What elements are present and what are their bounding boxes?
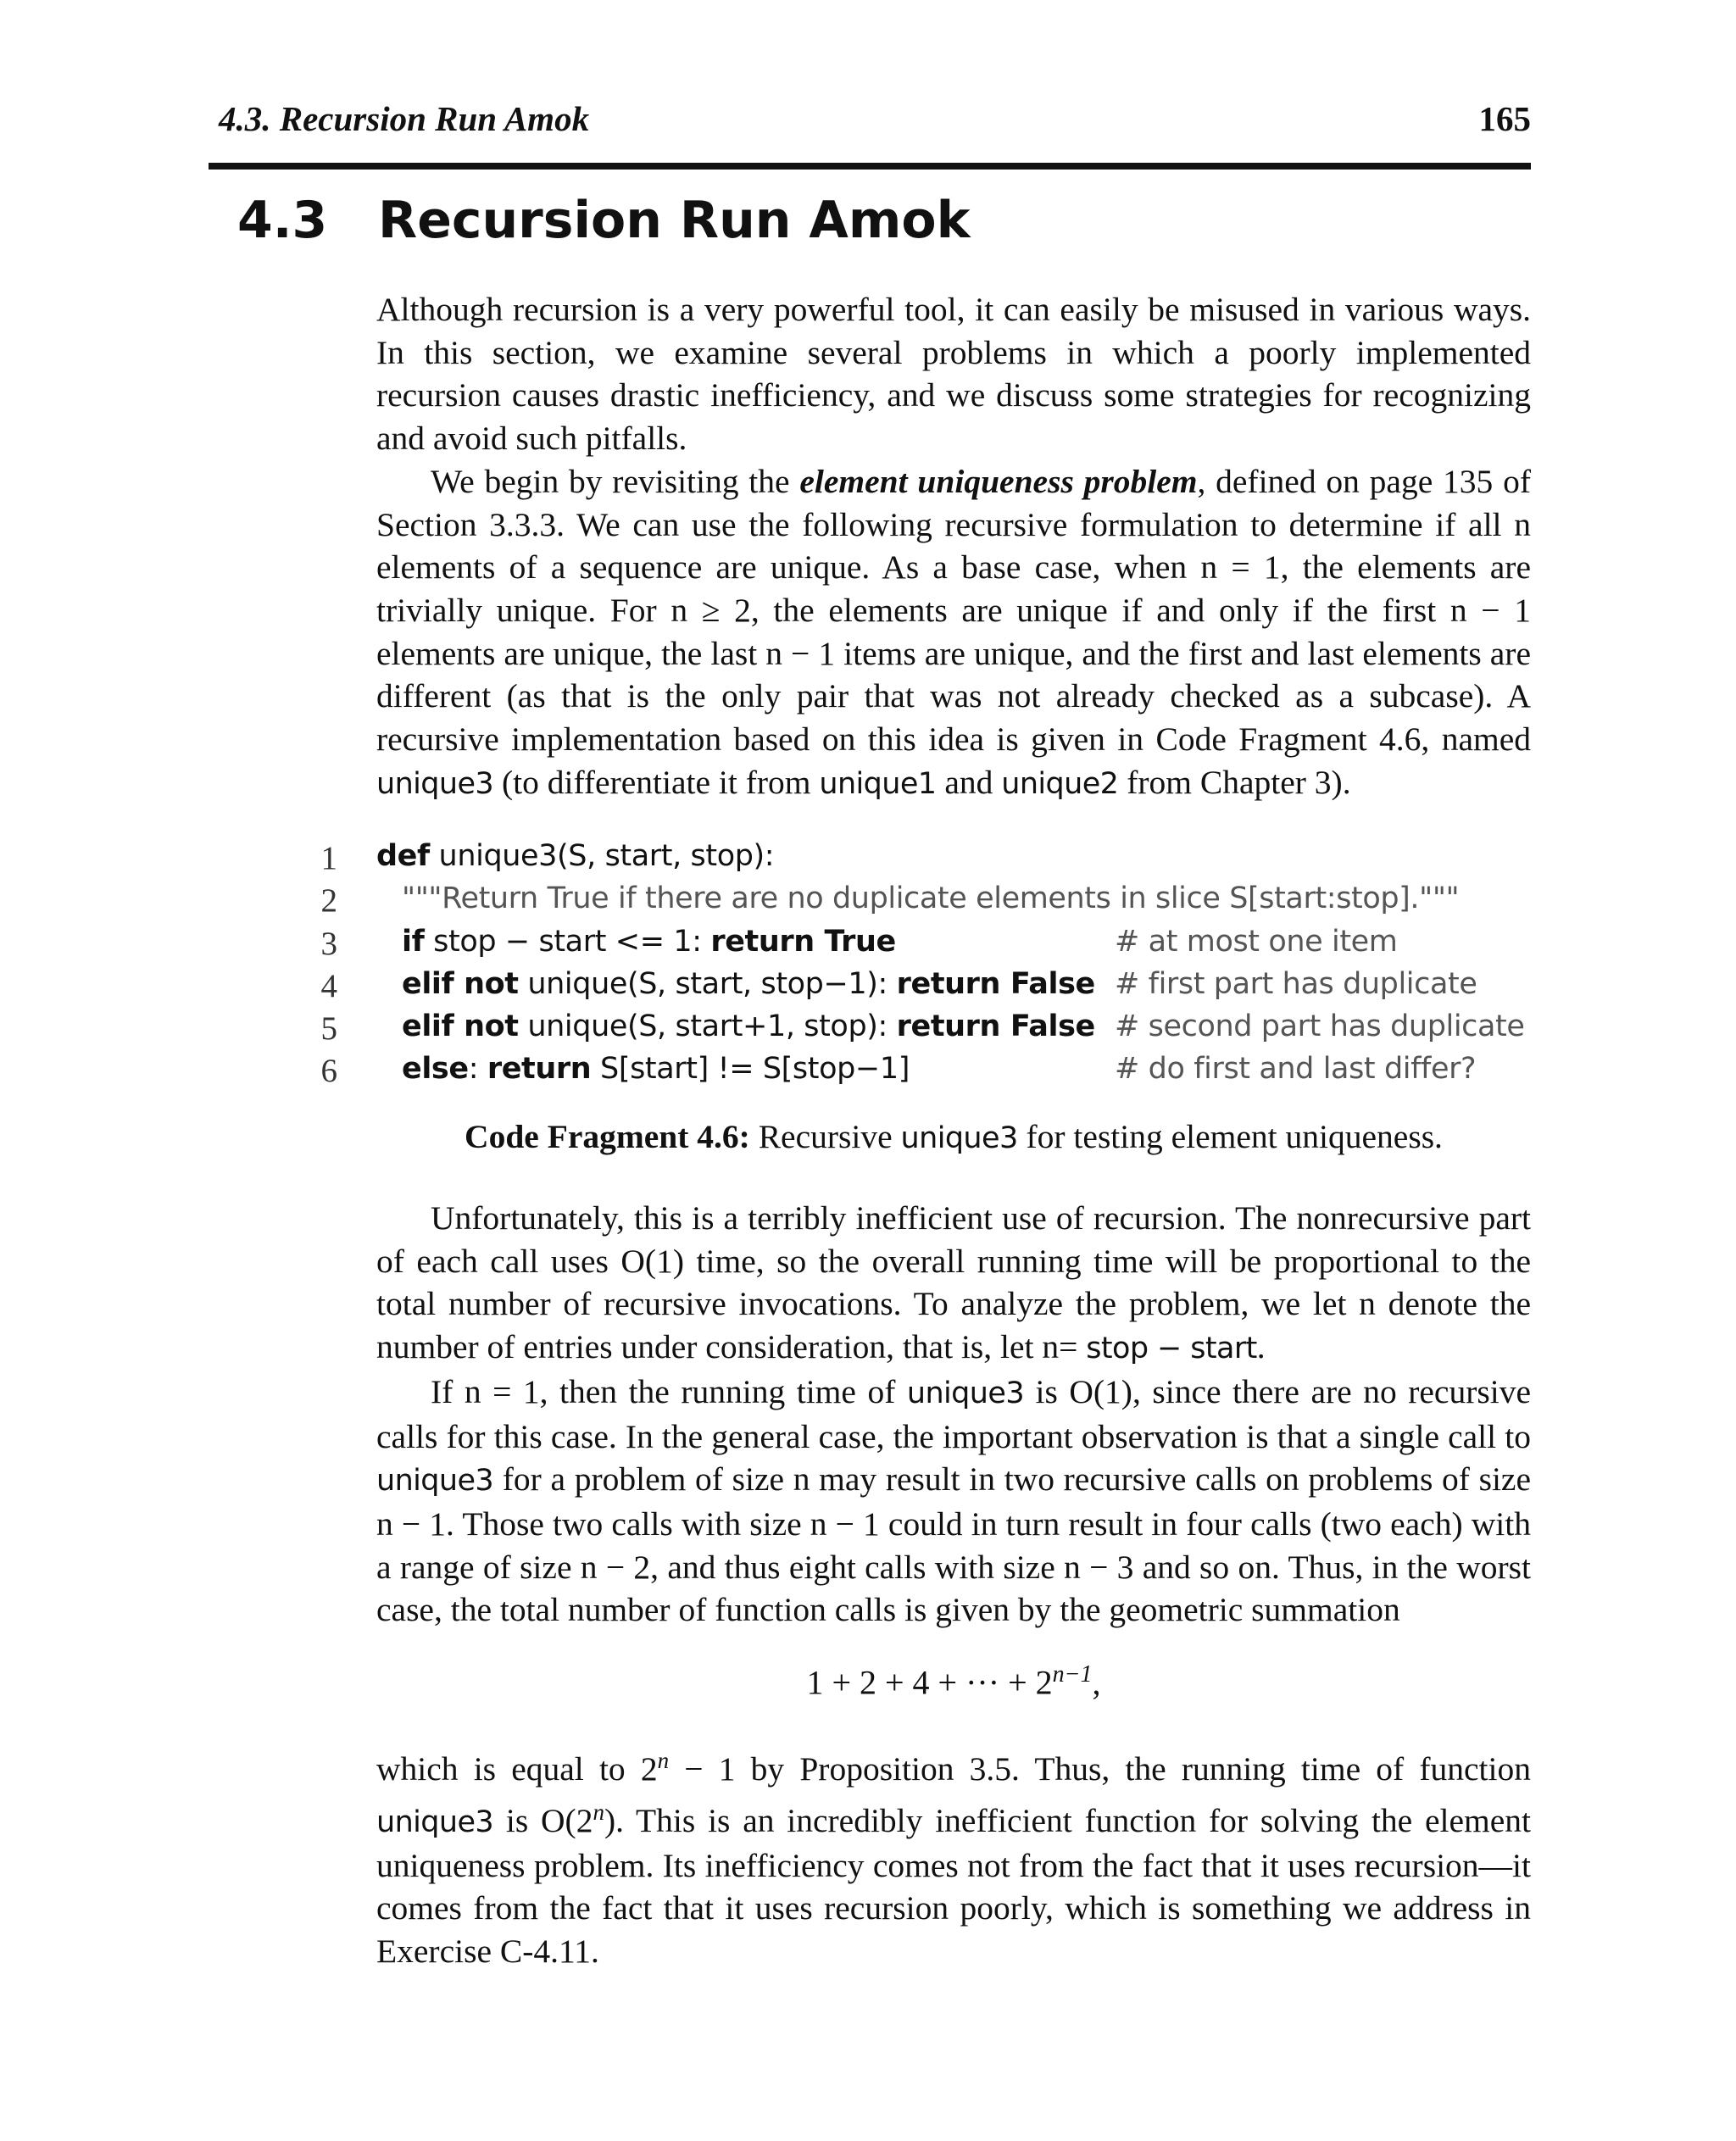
code-text: : xyxy=(468,1052,487,1086)
paragraph-conclusion xyxy=(376,1739,1531,1973)
keyword: else xyxy=(402,1052,469,1086)
exponent-n: n xyxy=(593,1799,604,1825)
analysis-block xyxy=(376,1197,1531,1632)
code-line xyxy=(314,1009,1543,1052)
line-number: 3 xyxy=(320,926,337,962)
code-unique3: unique3 xyxy=(376,1464,494,1499)
paragraph-inefficiency xyxy=(376,1197,1531,1371)
code-unique3: unique3 xyxy=(906,1376,1024,1410)
keyword: elif not xyxy=(402,967,519,1001)
line-number: 2 xyxy=(320,882,337,919)
code-line xyxy=(314,839,1543,881)
line-number: 4 xyxy=(320,968,337,1004)
code-unique3: unique3 xyxy=(376,766,494,801)
running-head-title: 4.3. Recursion Run Amok xyxy=(219,99,590,138)
para5-mid2: is O(2 xyxy=(493,1802,593,1840)
caption-text: Recursive xyxy=(749,1118,901,1155)
docstring: """Return True if there are no duplicate elements in slice S[start:stop].""" xyxy=(402,881,1460,915)
geometric-summation xyxy=(376,1661,1531,1702)
para5-start: which is equal to 2 xyxy=(376,1750,658,1788)
para4-start: If n = 1, then the running time of xyxy=(431,1372,907,1410)
code-comment: # at most one item xyxy=(1115,925,1398,959)
caption-label: Code Fragment 4.6: xyxy=(465,1118,750,1155)
code-unique2: unique2 xyxy=(1001,766,1119,801)
line-number: 6 xyxy=(320,1053,337,1089)
keyword: return False xyxy=(896,967,1095,1001)
code-source xyxy=(402,967,1095,1001)
equation-exponent: n−1 xyxy=(1052,1661,1093,1688)
keyword: return False xyxy=(896,1009,1095,1043)
keyword: def xyxy=(376,839,430,873)
keyword: return xyxy=(487,1052,592,1086)
para2-text-b: and xyxy=(936,763,1002,801)
para2-middle: , defined on page 135 of Section 3.3.3. We can use the following recursive formulation to determine if all n elements of a sequence are unique. As a base case, when n = 1, the elements are trivially unique. For n ≥ 2, the elements are unique if and only if the first n − 1 elements are unique, the last n − 1 items are unique, and the first and last elements are different (as that is the only pair that was not already checked as a subcase). A recursive implementation based on this idea is given in Code Fragment 4.6, named xyxy=(376,462,1531,759)
para4-end: for a problem of size n may result in two recursive calls on problems of size n − 1. Those two calls with size n − 1 could in turn result in four calls (two each) with a range of size n − 2, and thus eight calls with size n − 3 and so on. Thus, in the worst case, the total number of function calls is given by the geometric summation xyxy=(376,1460,1531,1629)
running-head xyxy=(212,95,1531,146)
line-number: 5 xyxy=(320,1010,337,1047)
term-element-uniqueness: element uniqueness problem xyxy=(799,462,1198,500)
para3-start: Unfortunately, this is a terribly inefficient use of recursion. The nonrecursive part of each call uses O(1) time, so the overall running time will be proportional to the total number of recursive invocations. To analyze the problem, we let n denote the number of entries under consideration, that is, let n= xyxy=(376,1199,1531,1366)
code-text: unique(S, start, stop−1): xyxy=(518,967,897,1001)
header-rule xyxy=(209,163,1531,170)
intro-paragraph-block xyxy=(376,288,1531,805)
conclusion-block xyxy=(376,1739,1531,1973)
code-text: unique3(S, start, stop): xyxy=(429,839,775,873)
para5-end: ). This is an incredibly inefficient function for solving the element uniqueness problem. Its inefficiency comes not from the fact that it uses recursion—it comes from the fact that it uses recursion poorly, which is something we address in Exercise C-4.11. xyxy=(376,1802,1532,1971)
code-comment: # do first and last differ? xyxy=(1115,1052,1477,1086)
line-number: 1 xyxy=(320,840,337,876)
code-source xyxy=(376,839,774,873)
para2-end: from Chapter 3). xyxy=(1118,763,1351,801)
equation-tail: , xyxy=(1092,1663,1101,1702)
code-comment: # second part has duplicate xyxy=(1115,1009,1525,1043)
keyword: return True xyxy=(710,925,896,959)
code-comment: # first part has duplicate xyxy=(1115,967,1477,1001)
section-number: 4.3 xyxy=(237,191,328,250)
section-title: Recursion Run Amok xyxy=(378,191,971,250)
para5-mid1: − 1 by Proposition 3.5. Thus, the running time of function xyxy=(669,1750,1531,1788)
intro-paragraph: Although recursion is a very powerful tool, it can easily be misused in various ways. In this section, we examine several problems in which a poorly implemented recursion causes drastic inefficiency, and we discuss some strategies for recognizing and avoid such pitfalls. xyxy=(376,291,1531,458)
paragraph-worst-case xyxy=(376,1371,1531,1632)
code-unique3: unique3 xyxy=(376,1805,494,1840)
code-source xyxy=(402,925,896,959)
code-text: S[start] != S[stop−1] xyxy=(591,1052,910,1086)
para3-end: . xyxy=(1256,1328,1266,1366)
caption-code: unique3 xyxy=(900,1121,1018,1155)
paragraph-element-uniqueness xyxy=(376,460,1531,806)
page-number: 165 xyxy=(1478,99,1531,138)
keyword: elif not xyxy=(402,1009,519,1043)
code-source xyxy=(402,1009,1095,1043)
keyword: if xyxy=(402,925,425,959)
code-line xyxy=(314,925,1543,967)
para4-mid: is O(1), since there are no recursive calls for this case. In the general case, the important observation is that a single call to xyxy=(376,1372,1531,1455)
code-unique1: unique1 xyxy=(819,766,937,801)
code-line xyxy=(314,967,1543,1009)
code-text: stop − start <= 1: xyxy=(424,925,711,959)
code-text: unique(S, start+1, stop): xyxy=(518,1009,897,1043)
para2-start: We begin by revisiting the xyxy=(431,462,800,500)
code-line xyxy=(314,1052,1543,1094)
code-source xyxy=(402,1052,910,1086)
code-line xyxy=(314,881,1543,924)
exponent-n: n xyxy=(657,1748,670,1773)
code-caption xyxy=(376,1117,1531,1156)
equation-base: 1 + 2 + 4 + ··· + 2 xyxy=(806,1663,1053,1702)
caption-text: for testing element uniqueness. xyxy=(1017,1118,1443,1155)
code-stop-start: stop − start xyxy=(1086,1332,1257,1366)
para2-text-a: (to differentiate it from xyxy=(493,763,820,801)
